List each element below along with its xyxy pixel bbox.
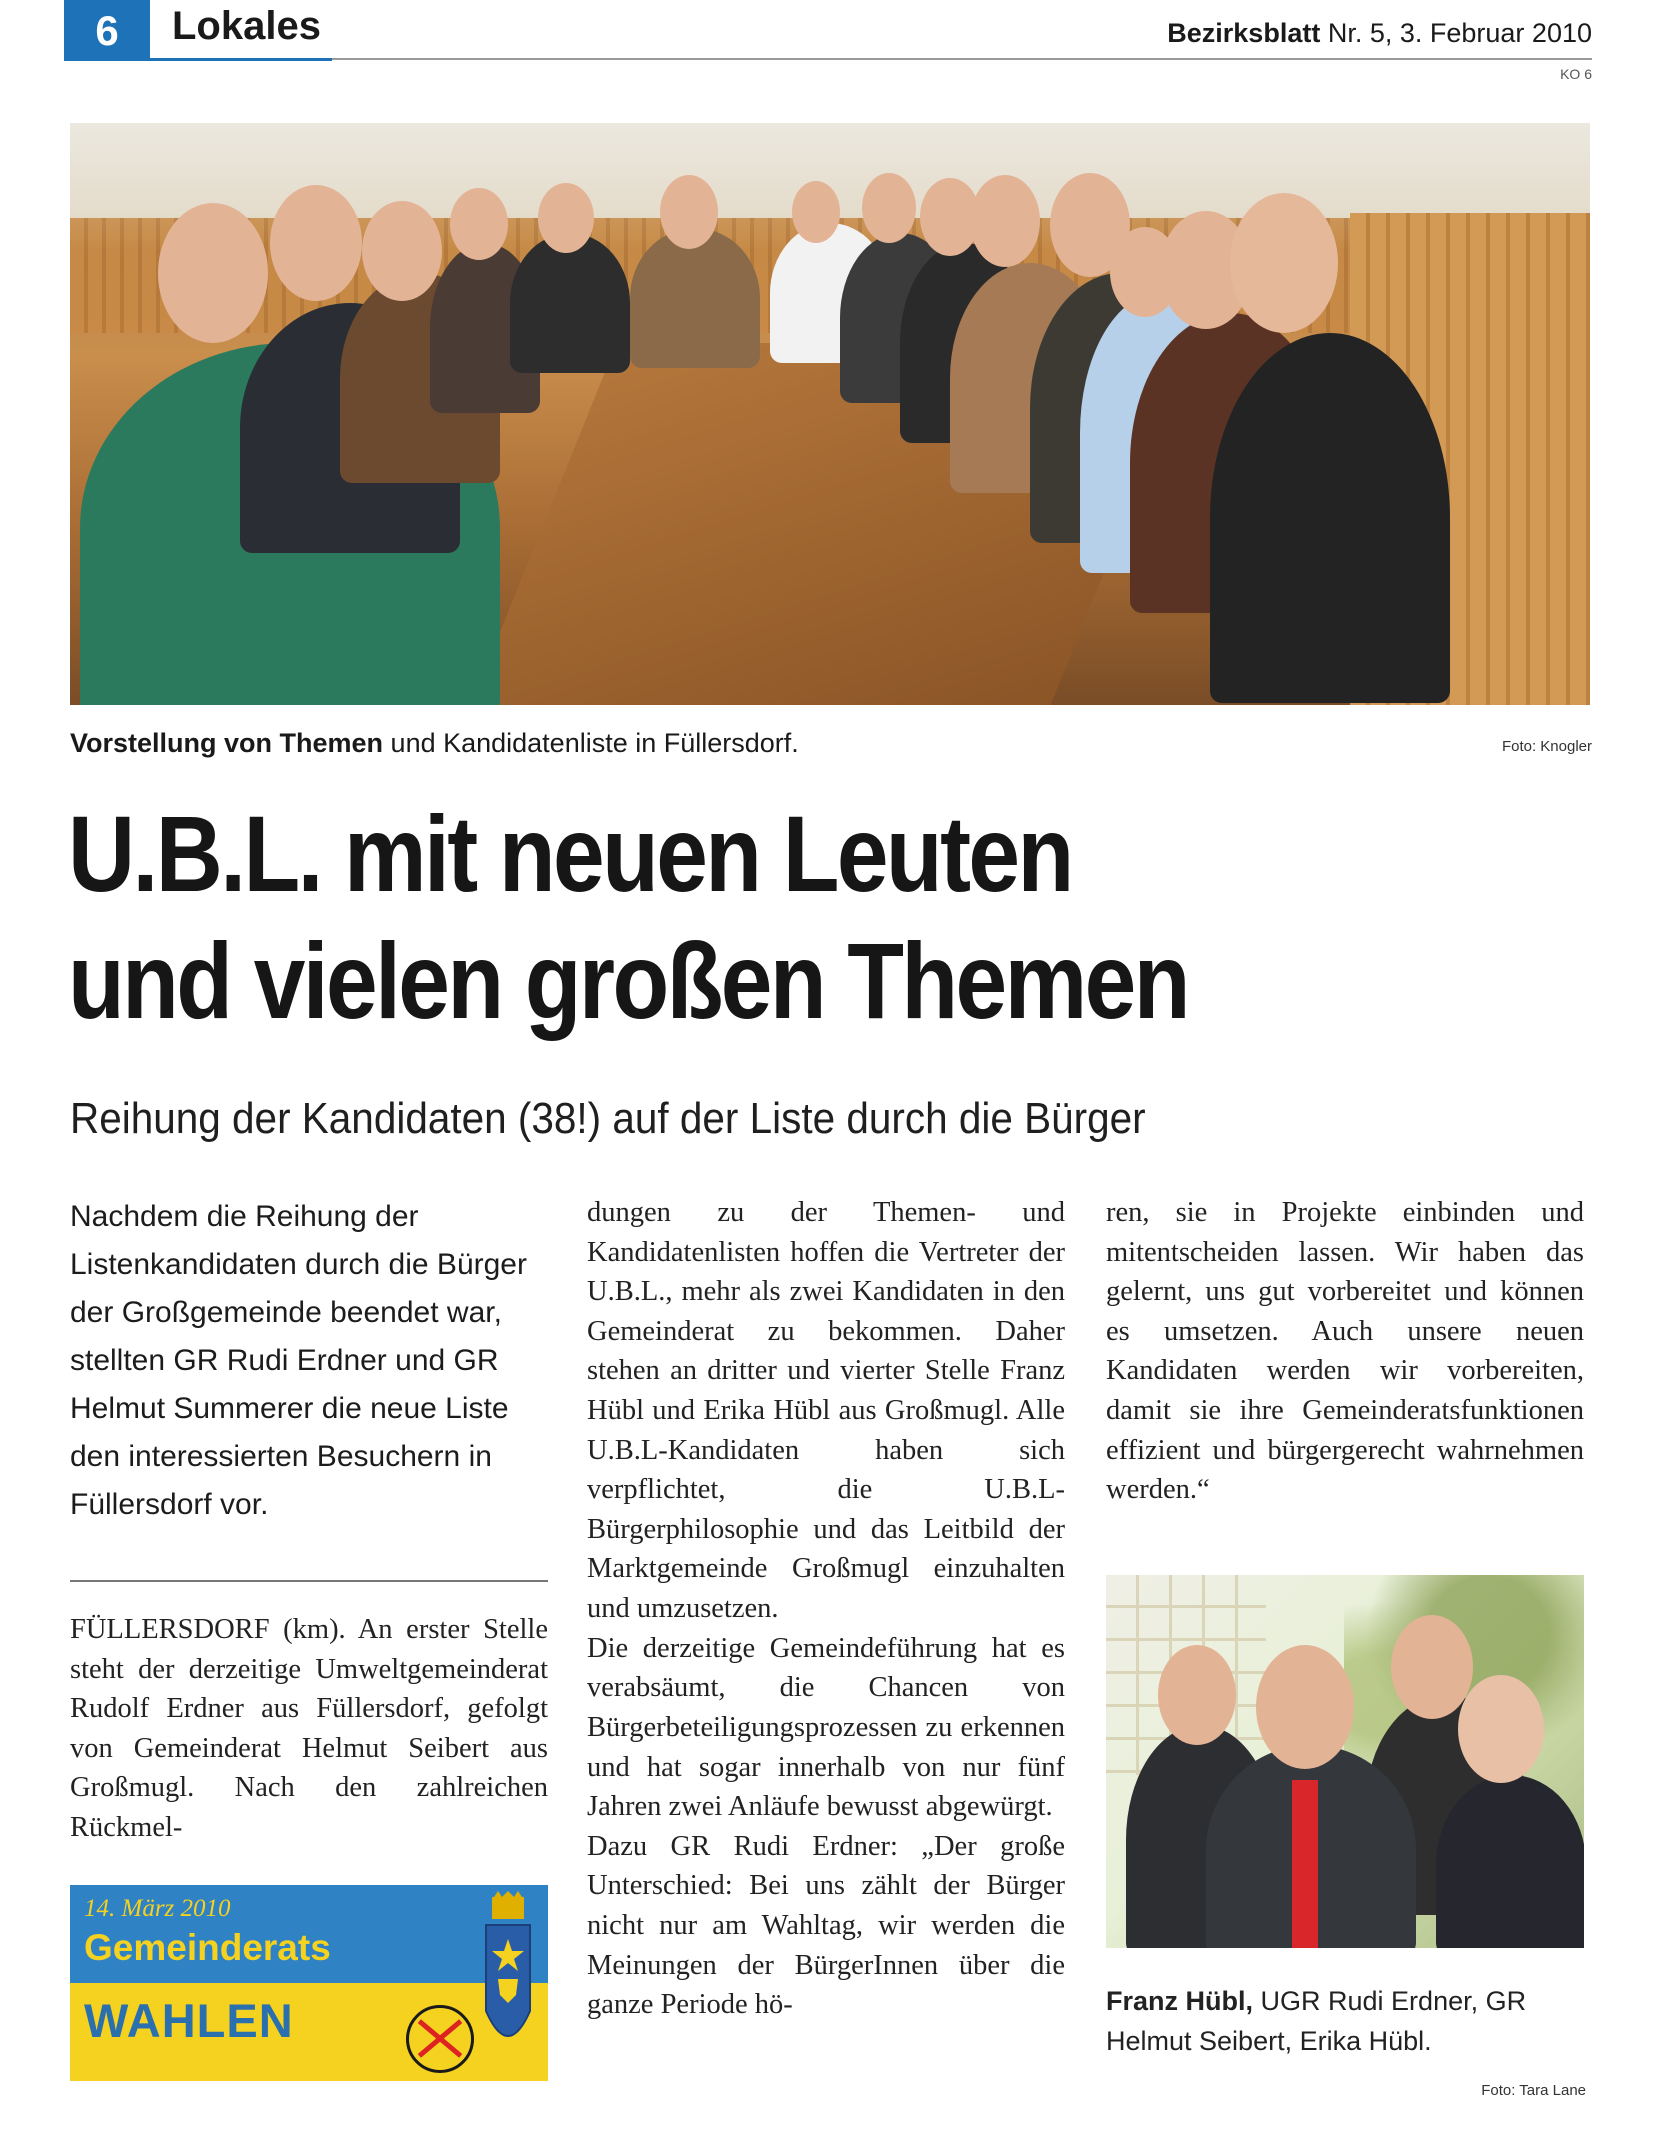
- header-accent-rule: [64, 58, 332, 61]
- election-date: 14. März 2010: [84, 1895, 231, 1922]
- headline-line-1: U.B.L. mit neuen Leuten: [68, 793, 1072, 914]
- page-number: 6: [64, 0, 150, 58]
- photo-person-head: [270, 185, 362, 301]
- candidates-photo-caption: [1106, 1982, 1584, 2062]
- photo-person-head: [1256, 1645, 1354, 1769]
- section-title: Lokales: [172, 4, 321, 48]
- photo-person: [630, 228, 760, 368]
- photo-person-head: [1230, 193, 1338, 333]
- article-column-3: [1106, 1193, 1584, 1510]
- photo-person-head: [862, 173, 916, 243]
- article-column-2: [587, 1193, 1065, 2025]
- article-paragraph: dungen zu der Themen- und Kandidatenlisten hoffen die Vertreter der U.B.L., mehr als zwei Kandidaten in den Gemeinderat zu bekommen. Daher stehen an dritter und vierter Stelle Franz Hübl und Erika Hübl aus Großmugl. Alle U.B.L-Kandidaten haben sich verpflichtet, die U.B.L-Bürgerphilosophie und das Leitbild der Marktgemeinde Großmugl einzuhalten und umzusetzen.: [587, 1197, 1065, 1625]
- lead-divider: [70, 1580, 548, 1582]
- photo-person-head: [362, 201, 442, 301]
- election-title-line-1: Gemeinderats: [84, 1927, 331, 1968]
- photo-red-tie: [1292, 1780, 1318, 1948]
- photo-person-head: [538, 183, 594, 253]
- article-paragraph: Die derzeitige Gemeindeführung hat es verabsäumt, die Chancen von Bürgerbeteiligungsprozessen zu erkennen und hat sogar innerhalb von nur fünf Jahren zwei Anläufe bewusst abgewürgt.: [587, 1632, 1065, 1823]
- photo-person-head: [158, 203, 268, 343]
- election-title-line-2: WAHLEN: [84, 1994, 294, 2047]
- issue-info: Nr. 5, 3. Februar 2010: [1327, 18, 1592, 48]
- ballot-cross-icon: [406, 2005, 474, 2073]
- main-photo-credit: Foto: Knogler: [1501, 738, 1592, 755]
- photo-person: [510, 233, 630, 373]
- page-code: KO 6: [1560, 66, 1592, 82]
- candidates-photo-caption-text: UGR Rudi Erdner, GR Helmut Seibert, Erika Hübl.: [1106, 1986, 1527, 2056]
- photo-person-head: [1458, 1675, 1544, 1783]
- photo-person-head: [792, 181, 840, 243]
- main-photo-caption-bold: Vorstellung von Themen: [70, 728, 384, 758]
- main-photo-caption: [70, 728, 799, 759]
- main-photo: [70, 123, 1590, 705]
- photo-person-head: [970, 175, 1040, 267]
- issue-line: [1167, 18, 1592, 49]
- candidates-photo-caption-bold: Franz Hübl,: [1106, 1986, 1253, 2016]
- candidates-photo: [1106, 1575, 1584, 1948]
- article-column-1: [70, 1610, 548, 1848]
- photo-person-head: [1158, 1645, 1236, 1745]
- main-photo-caption-text: und Kandidatenliste in Füllersdorf.: [390, 728, 799, 758]
- photo-person: [1210, 333, 1450, 703]
- headline: [68, 790, 1392, 1045]
- article-paragraph: ren, sie in Projekte einbinden und mitentscheiden lassen. Wir haben das gelernt, uns gut vorbereitet und können es umsetzen. Auch unsere neuen Kandidaten werden wir vorbereiten, damit sie ihre Gemeinderatsfunktionen effizient und bürgergerecht wahrnehmen werden.“: [1106, 1197, 1584, 1506]
- coat-of-arms-icon: [482, 1891, 534, 2065]
- election-banner: [70, 1885, 548, 2081]
- article-paragraph: FÜLLERSDORF (km). An erster Stelle steht der derzeitige Umweltgemeinderat Rudolf Erdner aus Füllersdorf, gefolgt von Gemeinderat Helmut Seibert aus Großmugl. Nach den zahlreichen Rückmel-: [70, 1614, 548, 1844]
- candidates-photo-credit: Foto: Tara Lane: [1481, 2082, 1586, 2099]
- publication-name: Bezirksblatt: [1167, 18, 1321, 48]
- headline-line-2: und vielen großen Themen: [68, 920, 1188, 1042]
- header-rule: [332, 58, 1592, 60]
- photo-person-head: [450, 188, 508, 260]
- subheadline: Reihung der Kandidaten (38!) auf der Liste durch die Bürger: [70, 1094, 1146, 1143]
- lead-paragraph: Nachdem die Reihung der Listenkandidaten durch die Bürger der Großgemeinde beendet war, stellten GR Rudi Erdner und GR Helmut Summerer die neue Liste den interessierten Besuchern in Füllersdorf vor.: [70, 1200, 527, 1521]
- photo-person-head: [1391, 1615, 1473, 1719]
- photo-person-head: [660, 175, 718, 249]
- photo-person: [1436, 1775, 1584, 1948]
- article-paragraph: Dazu GR Rudi Erdner: „Der große Unterschied: Bei uns zählt der Bürger nicht nur am Wahltag, wir werden die Meinungen der BürgerInnen über die ganze Periode hö-: [587, 1830, 1065, 2021]
